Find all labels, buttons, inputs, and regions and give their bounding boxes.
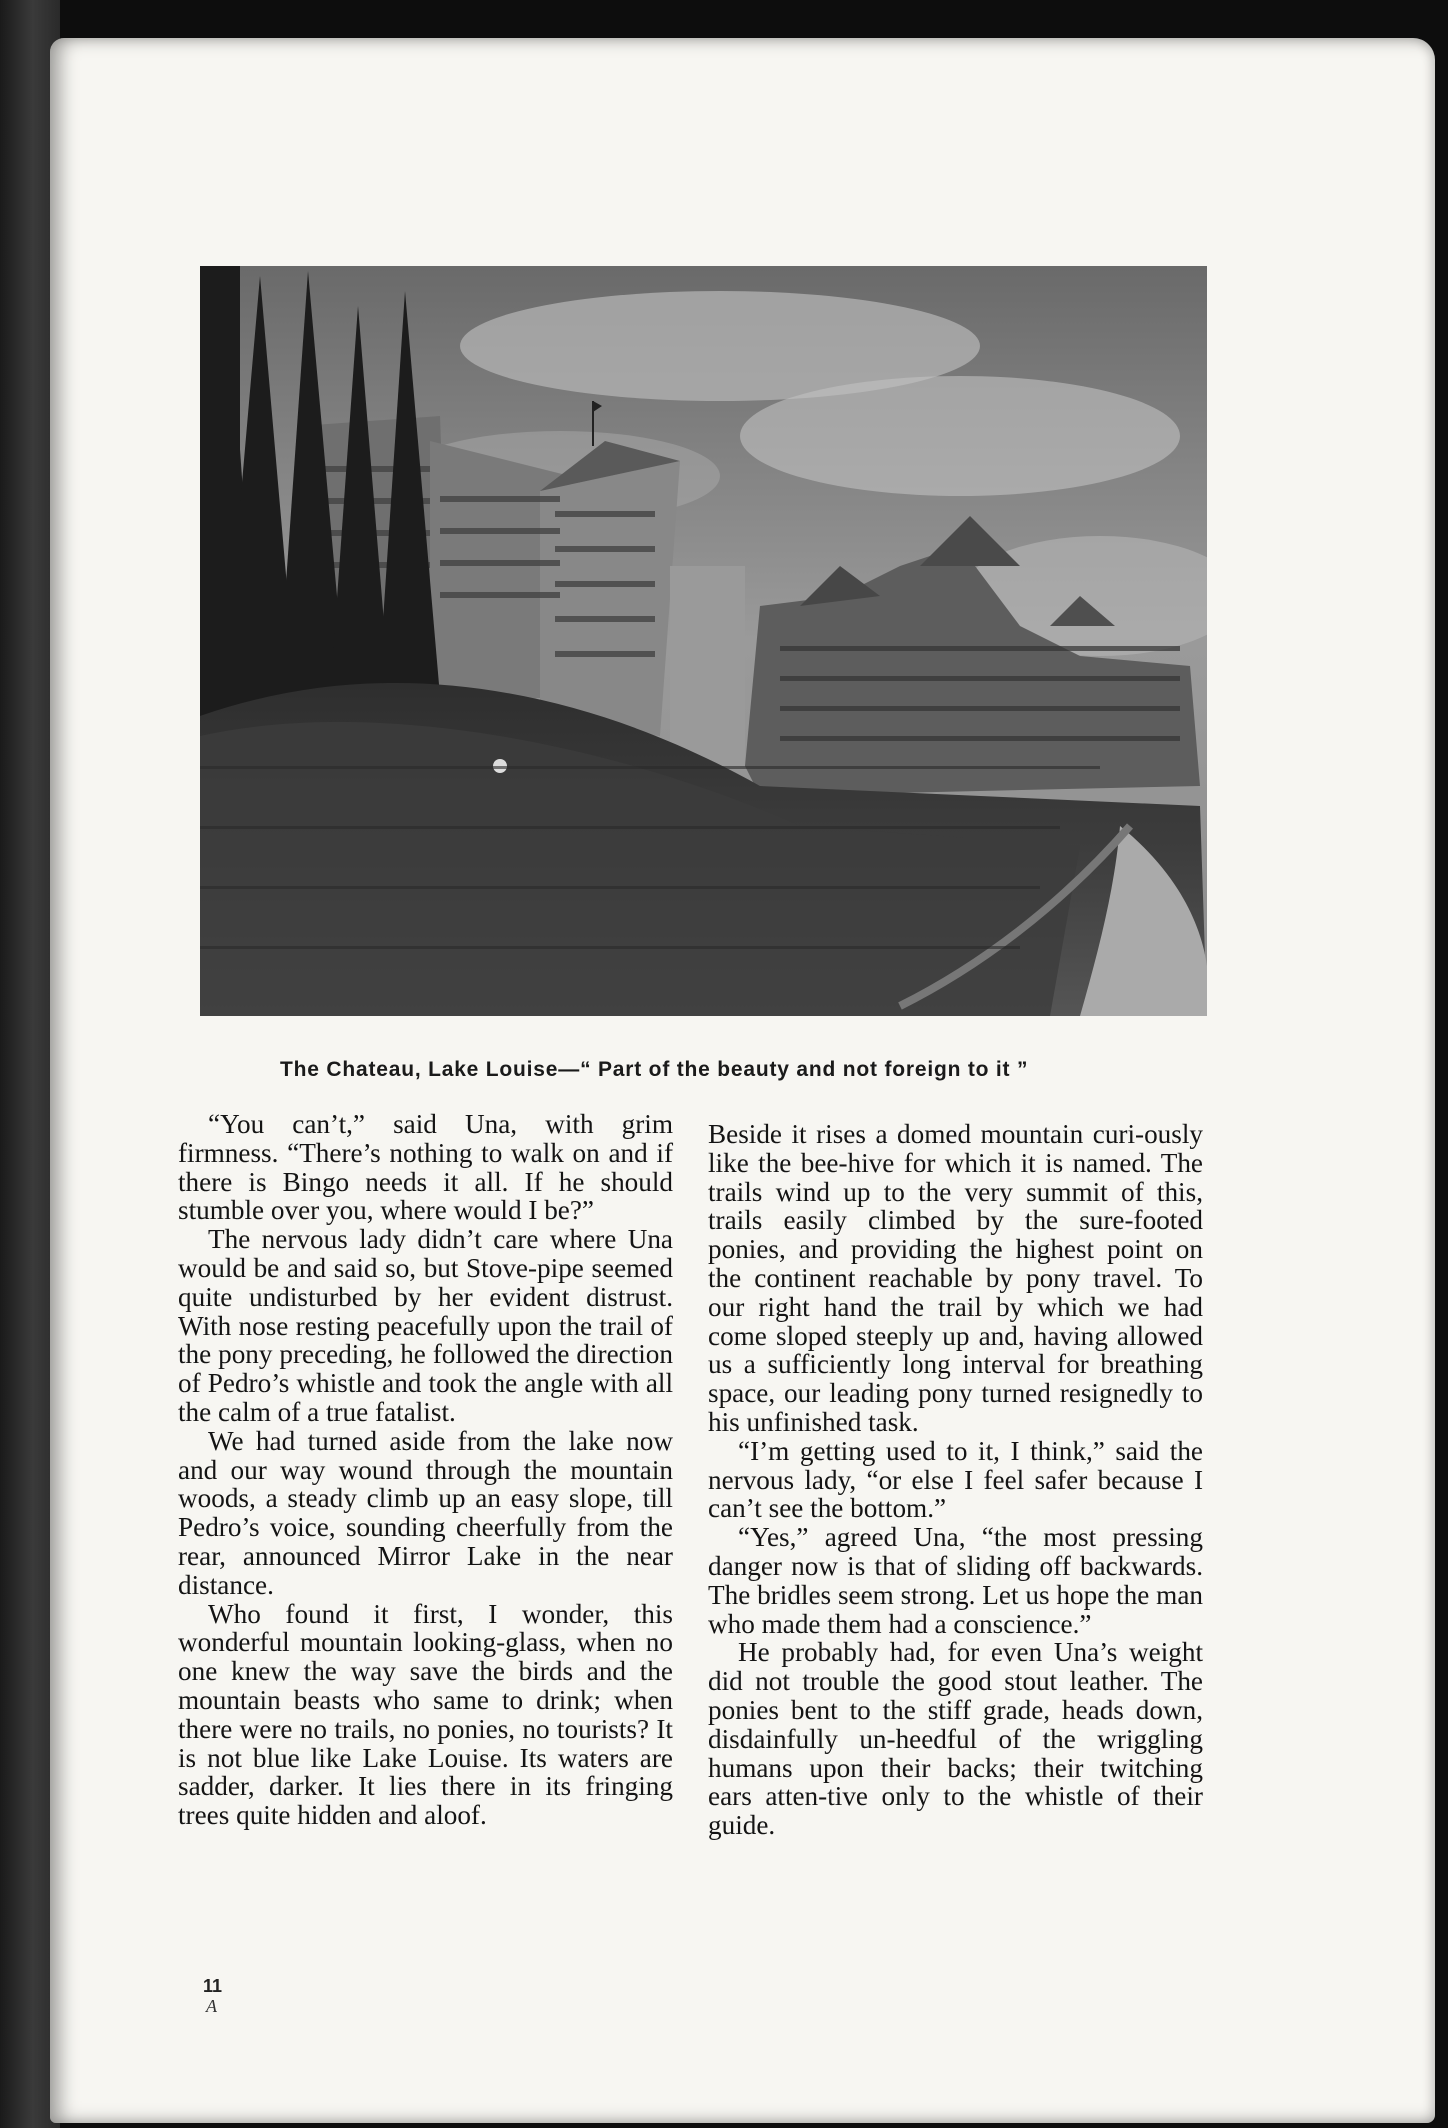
chateau-photo — [200, 266, 1207, 1016]
paragraph: The nervous lady didn’t care where Una would be and said so, but Stove-pipe seemed quite undisturbed by her evident distrust. With nose resting peacefully upon the trail of the pony preceding, he followed the direction of Pedro’s whistle and took the angle with all the calm of a true fatalist. — [178, 1224, 673, 1427]
left-text-column — [178, 1110, 673, 1830]
book-page — [50, 38, 1435, 2123]
paragraph: Who found it first, I wonder, this wonderful mountain looking-glass, when no one knew the way save the birds and the mountain beasts who same to drink; when there were no trails, no ponies, no tourists? It is not blue like Lake Louise. Its waters are sadder, darker. It lies there in its fringing trees quite hidden and aloof. — [178, 1598, 673, 1831]
photo-caption: The Chateau, Lake Louise—“ Part of the beauty and not foreign to it ” — [280, 1058, 1029, 1081]
paragraph: Beside it rises a domed mountain curi-ously like the bee-hive for which it is named. The trails wind up to the very summit of this, trails easily climbed by the sure-footed ponies, and providing the highest point on the continent reachable by pony travel. To our right hand the trail by which we had come sloped steeply up and, having allowed us a sufficiently long interval for breathing space, our leading pony turned resignedly to his unfinished task. — [708, 1119, 1203, 1437]
paragraph: “Yes,” agreed Una, “the most pressing danger now is that of sliding off backwards. The bridles seem strong. Let us hope the man who made them had a conscience.” — [708, 1522, 1203, 1639]
paragraph: “You can’t,” said Una, with grim firmness. “There’s nothing to walk on and if there is Bingo needs it all. If he should stumble over you, where would I be?” — [178, 1109, 673, 1226]
printer-mark: A — [206, 1996, 217, 2016]
chateau-lake-louise-image — [200, 266, 1207, 1016]
right-text-column — [708, 1120, 1203, 1840]
paragraph: We had turned aside from the lake now and our way wound through the mountain woods, a steady climb up an easy slope, till Pedro’s voice, sounding cheerfully from the rear, announced Mirror Lake in the near distance. — [178, 1425, 673, 1600]
page-number: 11 — [203, 1976, 223, 1996]
paragraph: He probably had, for even Una’s weight did not trouble the good stout leather. The ponies bent to the stiff grade, heads down, disdainfully un-heedful of the wriggling humans upon their backs; their twitching ears atten-tive only to the whistle of their guide. — [708, 1637, 1203, 1841]
paragraph: “I’m getting used to it, I think,” said the nervous lady, “or else I feel safer because I can’t see the bottom.” — [708, 1435, 1203, 1524]
